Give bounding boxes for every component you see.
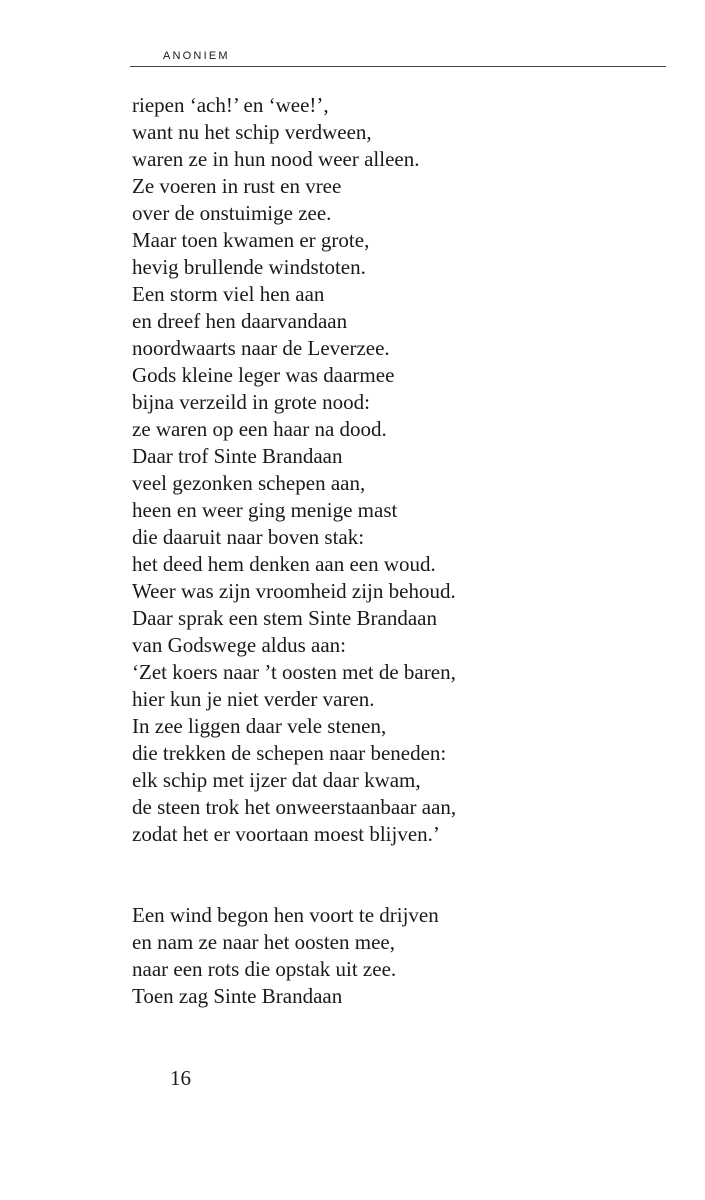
poem-line: en dreef hen daarvandaan bbox=[132, 309, 348, 333]
poem-line: die daaruit naar boven stak: bbox=[132, 525, 365, 549]
page-number: 16 bbox=[170, 1066, 191, 1090]
poem-line: ‘Zet koers naar ’t oosten met de baren, bbox=[132, 660, 456, 684]
poem-line: naar een rots die opstak uit zee. bbox=[132, 957, 397, 981]
poem-line: Daar sprak een stem Sinte Brandaan bbox=[132, 606, 437, 630]
stanza-1 bbox=[132, 92, 456, 848]
poem-line: die trekken de schepen naar beneden: bbox=[132, 741, 447, 765]
poem-line: veel gezonken schepen aan, bbox=[132, 471, 366, 495]
header-rule bbox=[130, 66, 666, 67]
poem-line: bijna verzeild in grote nood: bbox=[132, 390, 370, 414]
poem-line: heen en weer ging menige mast bbox=[132, 498, 398, 522]
poem-line: Een storm viel hen aan bbox=[132, 282, 325, 306]
poem-line: Maar toen kwamen er grote, bbox=[132, 228, 370, 252]
poem-line: Daar trof Sinte Brandaan bbox=[132, 444, 343, 468]
stanza-2 bbox=[132, 902, 439, 1010]
poem-line: over de onstuimige zee. bbox=[132, 201, 332, 225]
poem-line: Weer was zijn vroomheid zijn behoud. bbox=[132, 579, 456, 603]
poem-line: want nu het schip verdween, bbox=[132, 120, 372, 144]
poem-line: zodat het er voortaan moest blijven.’ bbox=[132, 822, 440, 846]
poem-line: noordwaarts naar de Leverzee. bbox=[132, 336, 390, 360]
running-head: ANONIEM bbox=[163, 50, 230, 62]
poem-line: elk schip met ijzer dat daar kwam, bbox=[132, 768, 421, 792]
poem-line: ze waren op een haar na dood. bbox=[132, 417, 387, 441]
poem-line: Een wind begon hen voort te drijven bbox=[132, 903, 439, 927]
poem-line: In zee liggen daar vele stenen, bbox=[132, 714, 387, 738]
poem-line: het deed hem denken aan een woud. bbox=[132, 552, 436, 576]
poem-line: en nam ze naar het oosten mee, bbox=[132, 930, 395, 954]
poem-line: de steen trok het onweerstaanbaar aan, bbox=[132, 795, 457, 819]
poem-line: hevig brullende windstoten. bbox=[132, 255, 366, 279]
poem-line: riepen ‘ach!’ en ‘wee!’, bbox=[132, 93, 329, 117]
poem-line: hier kun je niet verder varen. bbox=[132, 687, 375, 711]
poem-line: Gods kleine leger was daarmee bbox=[132, 363, 395, 387]
poem-line: Ze voeren in rust en vree bbox=[132, 174, 342, 198]
poem-line: waren ze in hun nood weer alleen. bbox=[132, 147, 420, 171]
poem-line: Toen zag Sinte Brandaan bbox=[132, 984, 343, 1008]
poem-line: van Godswege aldus aan: bbox=[132, 633, 347, 657]
